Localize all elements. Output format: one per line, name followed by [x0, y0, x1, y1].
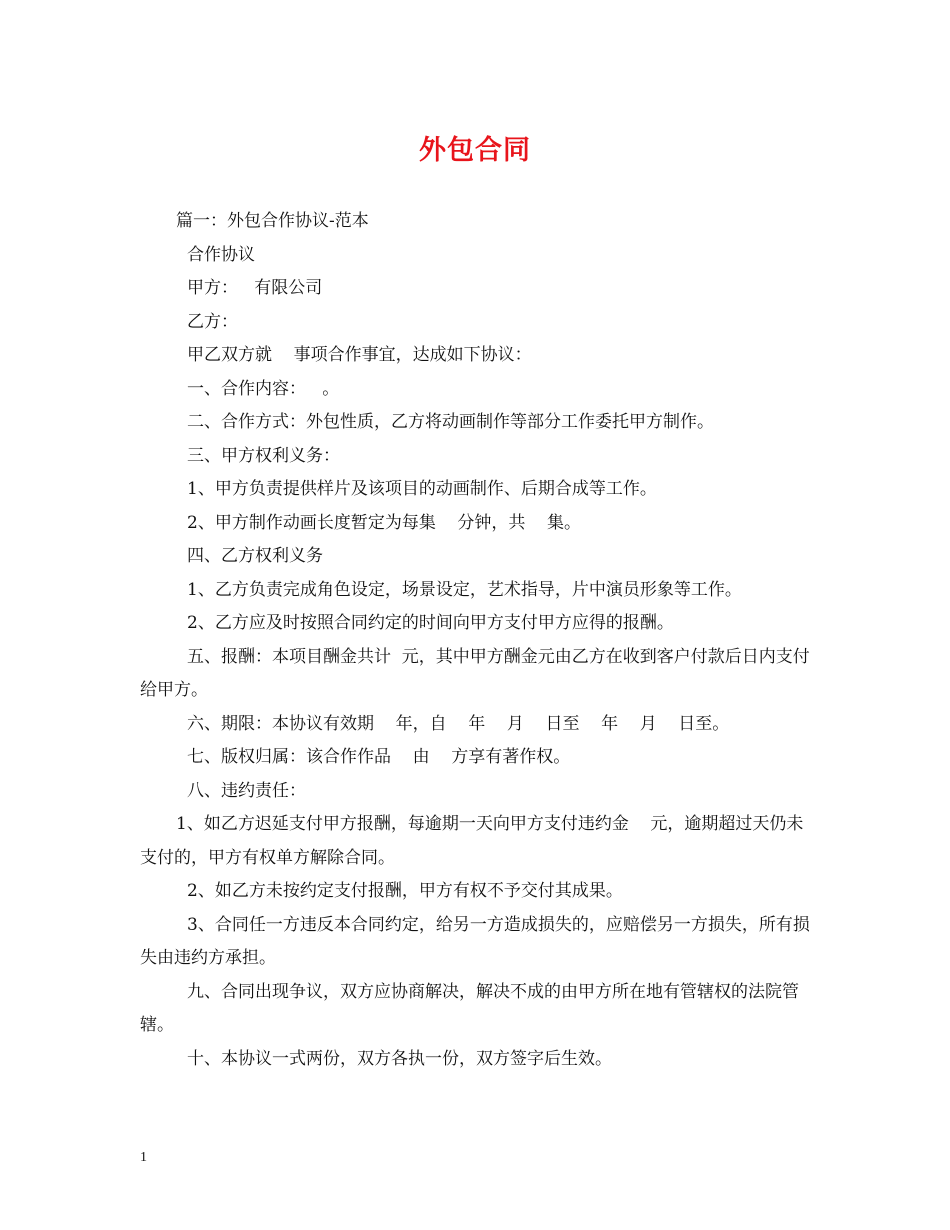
paragraph: 七、版权归属：该合作作品 由 方享有著作权。 [187, 747, 571, 767]
document-body [140, 205, 812, 1076]
paragraph: 篇一：外包合作协议-范本 [176, 211, 369, 231]
paragraph: 八、违约责任： [187, 780, 306, 801]
paragraph: 三、甲方权利义务： [187, 445, 340, 466]
paragraph: 二、合作方式：外包性质，乙方将动画制作等部分工作委托甲方制作。 [187, 412, 714, 432]
paragraph: 乙方： [187, 311, 238, 332]
paragraph: 2、甲方制作动画长度暂定为每集 分钟，共 集。 [187, 512, 582, 533]
paragraph: 九、合同出现争议，双方应协商解决，解决不成的由甲方所在地有管辖权的法院管辖。 [140, 981, 799, 1035]
paragraph: 1、如乙方迟延支付甲方报酬，每逾期一天向甲方支付违约金 元，逾期超过天仍未支付的，甲方有权单方解除合同。 [140, 814, 804, 868]
page-number: 1 [140, 1150, 147, 1165]
paragraph: 一、合作内容： 。 [187, 378, 340, 399]
paragraph: 五、报酬：本项目酬金共计 元，其中甲方酬金元由乙方在收到客户付款后日内支付给甲方。 [140, 646, 810, 700]
paragraph: 2、乙方应及时按照合同约定的时间向甲方支付甲方应得的报酬。 [187, 613, 674, 633]
document-title: 外包合同 [419, 135, 531, 166]
paragraph: 3、合同任一方违反本合同约定，给另一方造成损失的，应赔偿另一方损失，所有损失由违约方承担。 [140, 914, 810, 968]
paragraph: 合作协议 [187, 244, 255, 265]
paragraph: 1、甲方负责提供样片及该项目的动画制作、后期合成等工作。 [187, 479, 657, 499]
paragraph: 十、本协议一式两份，双方各执一份，双方签字后生效。 [187, 1048, 612, 1069]
paragraph: 六、期限：本协议有效期 年，自 年 月 日至 年 月 日至。 [187, 713, 730, 734]
paragraph: 甲方： 有限公司 [187, 278, 323, 298]
paragraph: 甲乙双方就 事项合作事宜，达成如下协议： [187, 345, 532, 365]
paragraph: 2、如乙方未按约定支付报酬，甲方有权不予交付其成果。 [187, 881, 623, 901]
paragraph: 1、乙方负责完成角色设定，场景设定，艺术指导，片中演员形象等工作。 [187, 579, 742, 600]
paragraph: 四、乙方权利义务 [187, 546, 323, 566]
